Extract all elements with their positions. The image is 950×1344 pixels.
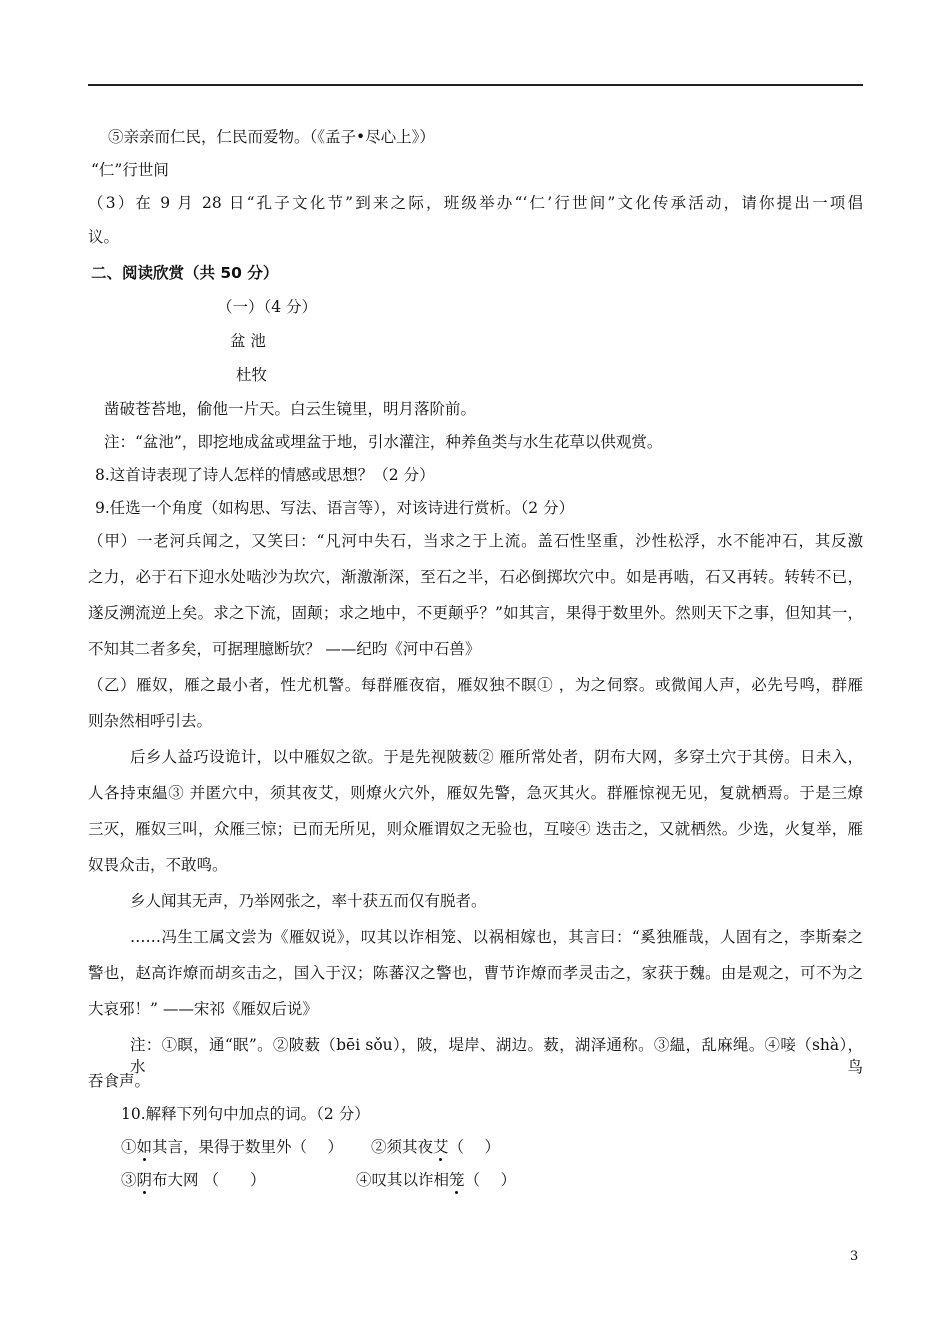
passage-b-line: 乡人闻其无声，乃举网张之，率十获五而仅有脱者。 [130,892,487,910]
section-heading-reading: 二、阅读欣赏（共 50 分） [91,264,279,282]
item-prefix: ① [121,1138,137,1156]
passage-a-line: 不知其二者多矣，可据理臆断欤？ ——纪昀《河中石兽》 [88,640,481,658]
poem-note: 注：“盆池”，即挖地成盆或埋盆于地，引水灌注，种养鱼类与水生花草以供观赏。 [104,433,663,451]
subsection-heading-1: （一）（4 分） [217,298,318,316]
question-10: 10.解释下列句中加点的词。（2 分） [121,1105,370,1123]
passage-note: 注：①瞑，通“眠”。②陂薮（bēi sǒu），陂，堤岸、湖边。薮，湖泽通称。③緼，乱麻绳。④唼（shà），水鸟 [130,1036,863,1076]
item-suffix: （ ） [448,1138,500,1156]
passage-b-line: 后乡人益巧设诡计，以中雁奴之欲。于是先视陂薮② 雁所常处者，阴布大网，多穿土穴于其傍。日未入， [130,748,863,766]
question-10-item-2 [371,1136,500,1158]
poem-author: 杜牧 [236,366,268,384]
passage-note-cont: 吞食声。 [88,1072,151,1090]
poem-title: 盆 池 [230,332,266,350]
question-10-item-3 [121,1169,265,1191]
dotted-word: 艾 [433,1138,449,1156]
question-10-item-4 [356,1169,516,1191]
passage-a-line: （甲）一老河兵闻之，又笑曰：“凡河中失石，当求之于上流。盖石性坚重，沙性松浮，水不能冲石，其反激 [88,532,863,550]
dotted-word: 阴 [136,1171,153,1189]
section-label-ren: “仁”行世间 [91,161,169,179]
passage-b-line: 大哀邪！” ——宋祁《雁奴后说》 [88,1000,318,1018]
passage-b-line: 则杂然相呼引去。 [88,712,213,730]
passage-a-line: 之力，必于石下迎水处啮沙为坎穴，渐激渐深，至石之半，石必倒掷坎穴中。如是再啮，石又再转。转转不已， [88,568,863,586]
item-suffix: 其言，果得于数里外（ ） [152,1138,343,1156]
header-rule [88,84,863,86]
passage-b-line: （乙）雁奴，雁之最小者，性尤机警。每群雁夜宿，雁奴独不瞑① ，为之伺察。或微闻人声，必先号鸣，群雁 [88,676,863,694]
passage-b-line: 三灭，雁奴三叫，众雁三惊；已而无所见，则众雁谓奴之无验也，互唼④ 迭击之，又就栖然。少选，火复举，雁 [88,820,863,838]
item-prefix: ②须其夜 [371,1138,434,1156]
item-prefix: ④叹其以诈相 [356,1171,450,1189]
page-number: 3 [850,1249,859,1264]
item-suffix: 布大网 （ ） [152,1171,266,1189]
poem-text: 凿破苍苔地，偷他一片天。白云生镜里，明月落阶前。 [104,400,477,418]
quote-mencius: ⑤亲亲而仁民，仁民而爱物。（《孟子•尽心上》） [108,128,435,146]
dotted-word: 笼 [449,1171,465,1189]
item-suffix: （ ） [464,1171,516,1189]
question-10-item-1 [121,1136,343,1158]
passage-a-line: 遂反溯流逆上矣。求之下流，固颠；求之地中，不更颠乎？”如其言，果得于数里外。然则天下之事，但知其一， [88,604,863,622]
passage-b-line: 警也，赵高诈燎而胡亥击之，国入于汉；陈蕃汉之警也，曹节诈燎而孝灵击之，家获于魏。由是观之，可不为之 [88,964,863,982]
question-9: 9.任选一个角度（如构思、写法、语言等），对该诗进行赏析。（2 分） [95,499,575,517]
passage-b-line: ……冯生工属文尝为《雁奴说》，叹其以诈相笼、以祸相嫁也，其言曰：“奚独雁哉，人固有之，李斯秦之 [130,928,863,946]
passage-b-line: 人各持束緼③ 并匿穴中，须其夜艾，则燎火穴外，雁奴先警，急灭其火。群雁惊视无见，复就栖焉。于是三燎 [88,784,863,802]
passage-b-line: 奴畏众击，不敢鸣。 [88,856,228,874]
item-prefix: ③ [121,1171,137,1189]
question-3: （3）在 9 月 28 日“孔子文化节”到来之际，班级举办“‘仁’行世间”文化传承活动，请你提出一项倡 [88,194,863,212]
question-8: 8.这首诗表现了诗人怎样的情感或思想？（2 分） [95,466,435,484]
question-3-cont: 议。 [88,228,120,246]
dotted-word: 如 [136,1138,153,1156]
